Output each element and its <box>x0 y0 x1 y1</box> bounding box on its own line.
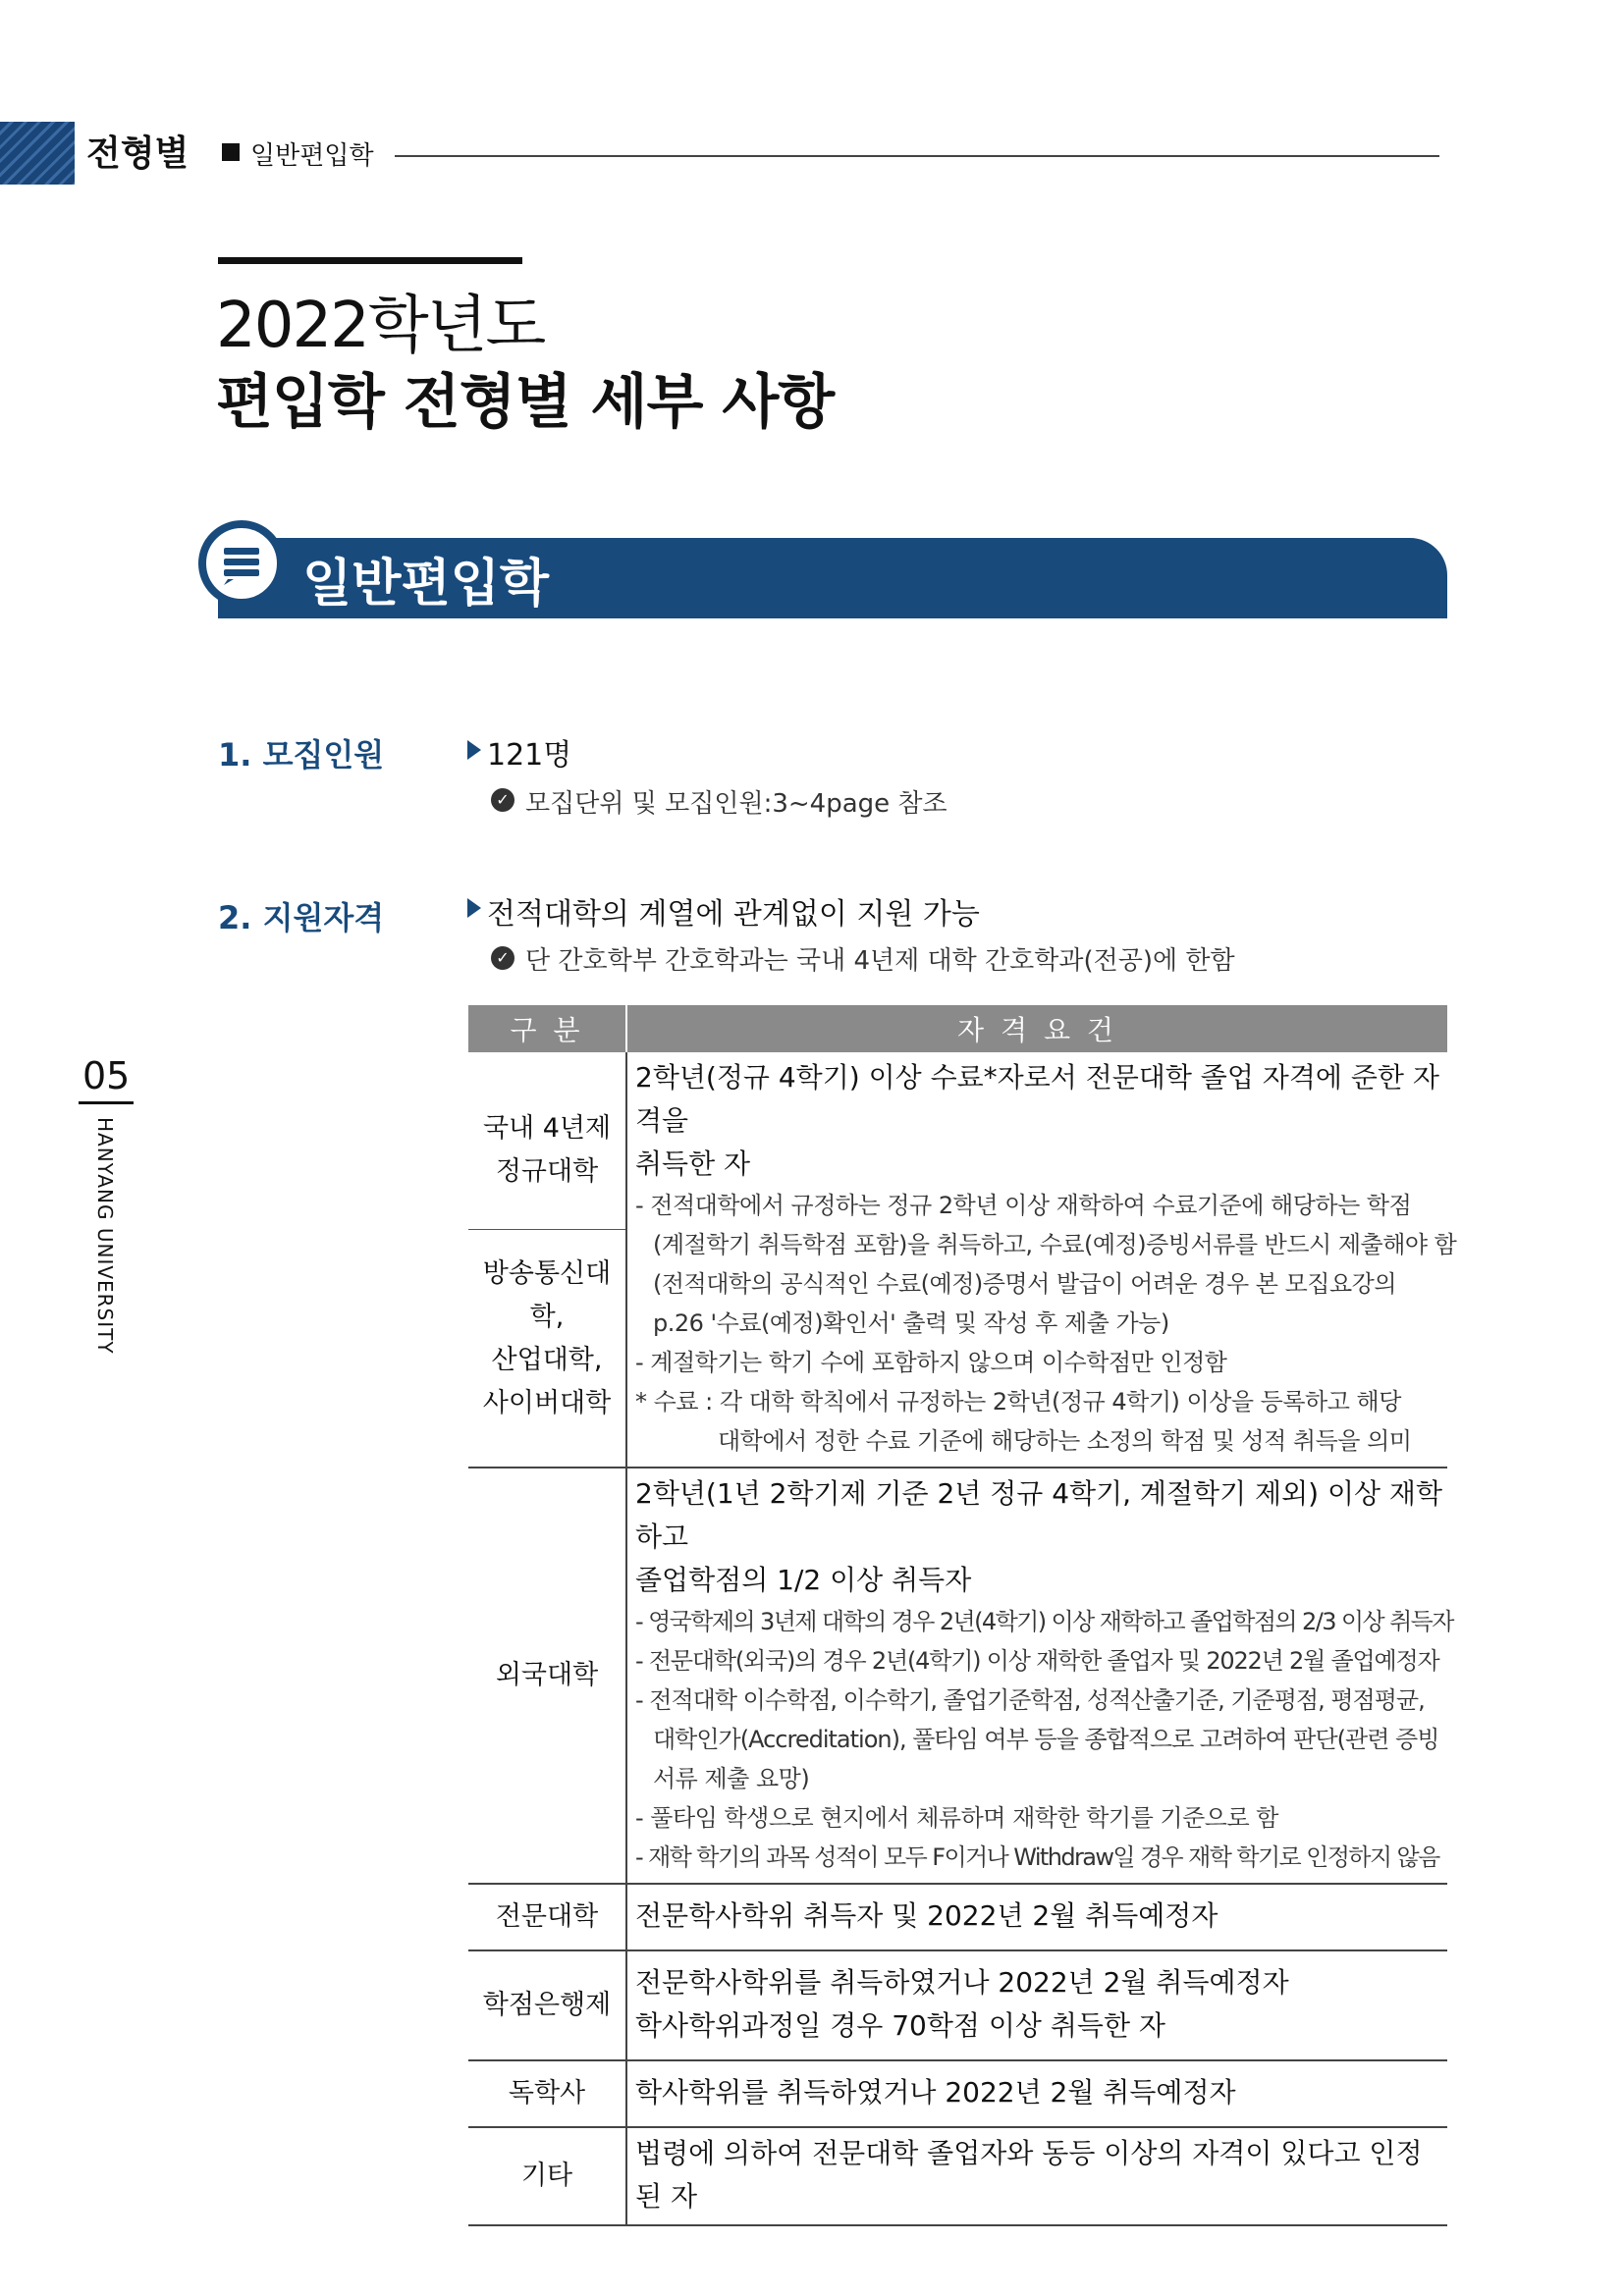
table-row <box>468 1884 1447 1950</box>
requirement-cell-credit-bank <box>626 1950 1447 2060</box>
category-text: 정규대학 <box>495 1155 599 1187</box>
category-cell-credit-bank: 학점은행제 <box>468 1950 626 2060</box>
header-section-label: 전형별 <box>86 133 189 174</box>
triangle-arrow-icon <box>467 740 481 760</box>
requirement-lead: 학사학위를 취득하였거나 2022년 2월 취득예정자 <box>635 2076 1236 2109</box>
category-cell-foreign: 외국대학 <box>468 1468 626 1884</box>
header-sub-label: 일반편입학 <box>250 141 374 171</box>
requirement-cell-domestic <box>626 1052 1457 1468</box>
requirement-detail: (전적대학의 공식적인 수료(예정)증명서 발급이 어려운 경우 본 모집요강의 <box>653 1270 1397 1298</box>
title-year: 2022학년도 <box>216 290 545 362</box>
category-cell-domestic <box>468 1052 626 1468</box>
page-number-rule <box>79 1101 134 1104</box>
table-row <box>468 1950 1447 2060</box>
section-label-recruit: 1. 모집인원 <box>218 736 385 774</box>
category-cell-other: 기타 <box>468 2127 626 2225</box>
square-bullet-icon <box>222 143 240 161</box>
requirement-detail: - 영국학제의 3년제 대학의 경우 2년(4학기) 이상 재학하고 졸업학점의 2/3 이상 취득자 <box>635 1608 1453 1635</box>
check-circle-icon: ✓ <box>491 946 514 970</box>
requirement-cell-other <box>626 2127 1447 2225</box>
requirement-detail: (계절학기 취득학점 포함)을 취득하고, 수료(예정)증빙서류를 반드시 제출해야 함 <box>653 1231 1457 1258</box>
category-cell-junior: 전문대학 <box>468 1884 626 1950</box>
category-domestic-other <box>468 1230 625 1448</box>
requirement-detail: - 전적대학에서 규정하는 정규 2학년 이상 재학하여 수료기준에 해당하는 학점 <box>635 1192 1412 1219</box>
requirement-detail: * 수료 : 각 대학 학칙에서 규정하는 2학년(정규 4학기) 이상을 등록하고 해당 <box>635 1388 1401 1415</box>
category-text: 방송통신대학, <box>482 1257 612 1332</box>
requirement-cell-foreign <box>626 1468 1453 1884</box>
category-cell-self-study: 독학사 <box>468 2060 626 2127</box>
category-text: 사이버대학 <box>482 1387 612 1418</box>
category-text: 산업대학, <box>491 1344 603 1375</box>
table-row <box>468 1468 1447 1884</box>
eligibility-note: 단 간호학부 간호학과는 국내 4년제 대학 간호학과(전공)에 한함 <box>525 946 1235 976</box>
requirement-cell-self-study <box>626 2060 1447 2127</box>
requirement-detail: - 재학 학기의 과목 성적이 모두 F이거나 Withdraw일 경우 재학 학기로 인정하지 않음 <box>635 1843 1439 1871</box>
header-category: 구 분 <box>468 1005 626 1052</box>
header-requirement: 자 격 요 건 <box>626 1005 1447 1052</box>
title-rule <box>218 257 522 264</box>
requirement-lead: 법령에 의하여 전문대학 졸업자와 동등 이상의 자격이 있다고 인정된 자 <box>635 2137 1423 2213</box>
section-label-eligibility: 2. 지원자격 <box>218 899 385 936</box>
requirement-detail: - 계절학기는 학기 수에 포함하지 않으며 이수학점만 인정함 <box>635 1349 1227 1376</box>
book-stack-icon <box>198 520 285 607</box>
banner-title: 일반편입학 <box>302 555 550 614</box>
table-row <box>468 2127 1447 2225</box>
recruit-count: 121명 <box>487 738 572 773</box>
requirement-lead: 졸업학점의 1/2 이상 취득자 <box>635 1564 972 1596</box>
header-stripe-decoration <box>0 122 75 185</box>
requirement-lead: 2학년(정규 4학기) 이상 수료*자로서 전문대학 졸업 자격에 준한 자격을 <box>635 1061 1439 1137</box>
triangle-arrow-icon <box>467 898 481 918</box>
requirement-detail: 대학에서 정한 수료 기준에 해당하는 소정의 학점 및 성적 취득을 의미 <box>718 1427 1412 1455</box>
requirement-detail: 대학인가(Accreditation), 풀타임 여부 등을 종합적으로 고려하여 판단(관련 증빙 <box>653 1726 1439 1753</box>
requirement-detail: 서류 제출 요망) <box>653 1765 810 1792</box>
requirement-detail: - 전문대학(외국)의 경우 2년(4학기) 이상 재학한 졸업자 및 2022년 2월 졸업예정자 <box>635 1647 1439 1675</box>
category-text: 국내 4년제 <box>482 1112 612 1144</box>
requirement-lead: 전문학사학위 취득자 및 2022년 2월 취득예정자 <box>635 1899 1218 1932</box>
table-row <box>468 2060 1447 2127</box>
requirement-lead: 전문학사학위를 취득하였거나 2022년 2월 취득예정자 <box>635 1966 1289 1999</box>
header-divider <box>395 155 1439 157</box>
page-number: 05 <box>82 1054 131 1097</box>
page-title: 편입학 전형별 세부 사항 <box>216 368 835 437</box>
requirement-detail: p.26 '수료(예정)확인서' 출력 및 작성 후 제출 가능) <box>653 1309 1169 1337</box>
category-domestic-regular <box>468 1072 625 1230</box>
requirement-lead: 2학년(1년 2학기제 기준 2년 정규 4학기, 계절학기 제외) 이상 재학하고 <box>635 1477 1443 1553</box>
requirement-lead: 취득한 자 <box>635 1148 751 1180</box>
table-row <box>468 1052 1447 1468</box>
requirement-detail: - 풀타임 학생으로 현지에서 체류하며 재학한 학기를 기준으로 함 <box>635 1804 1278 1832</box>
table-header-row <box>468 1005 1447 1052</box>
recruit-note: 모집단위 및 모집인원:3~4page 참조 <box>525 789 947 819</box>
requirement-lead: 학사학위과정일 경우 70학점 이상 취득한 자 <box>635 2009 1165 2042</box>
requirement-detail: - 전적대학 이수학점, 이수학기, 졸업기준학점, 성적산출기준, 기준평점, 평점평균, <box>635 1686 1425 1714</box>
requirement-cell-junior <box>626 1884 1447 1950</box>
university-name: HANYANG UNIVERSITY <box>93 1117 117 1355</box>
qualification-table <box>468 1005 1457 2226</box>
check-circle-icon: ✓ <box>491 788 514 812</box>
eligibility-main: 전적대학의 계열에 관계없이 지원 가능 <box>487 897 980 932</box>
